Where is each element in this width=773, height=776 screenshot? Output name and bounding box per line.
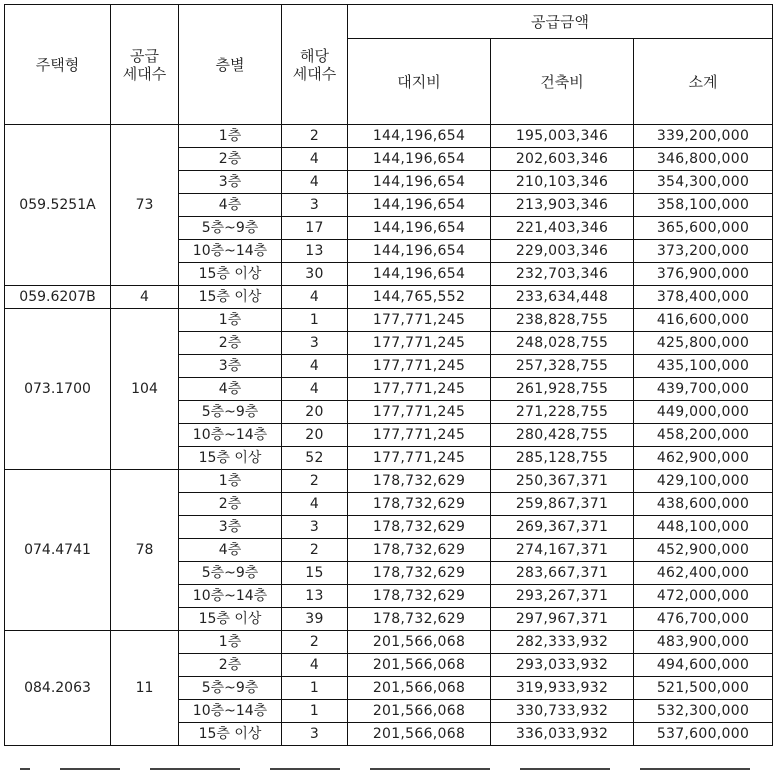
cell-building: 293,033,932	[491, 654, 634, 677]
cell-building: 330,733,932	[491, 700, 634, 723]
cell-floor: 15층 이상	[179, 263, 282, 286]
cell-building: 259,867,371	[491, 493, 634, 516]
cell-subtotal: 429,100,000	[634, 470, 773, 493]
cell-subtotal: 448,100,000	[634, 516, 773, 539]
cell-building: 238,828,755	[491, 309, 634, 332]
cell-land: 177,771,245	[348, 424, 491, 447]
cell-land: 178,732,629	[348, 470, 491, 493]
cell-land: 144,196,654	[348, 263, 491, 286]
cell-building: 248,028,755	[491, 332, 634, 355]
cell-floor: 15층 이상	[179, 286, 282, 309]
cell-floor: 1층	[179, 470, 282, 493]
cell-building: 257,328,755	[491, 355, 634, 378]
cell-type: 059.6207B	[5, 286, 111, 309]
cell-land: 144,196,654	[348, 194, 491, 217]
cell-units: 52	[282, 447, 348, 470]
cell-subtotal: 339,200,000	[634, 125, 773, 148]
cell-supply-units: 11	[111, 631, 179, 746]
cell-building: 221,403,346	[491, 217, 634, 240]
cell-land: 178,732,629	[348, 585, 491, 608]
table-row	[5, 631, 773, 654]
cell-subtotal: 376,900,000	[634, 263, 773, 286]
cell-building: 261,928,755	[491, 378, 634, 401]
cell-floor: 2층	[179, 332, 282, 355]
cell-land: 178,732,629	[348, 562, 491, 585]
cell-units: 3	[282, 516, 348, 539]
cell-building: 282,333,932	[491, 631, 634, 654]
header-subtotal: 소계	[634, 39, 773, 125]
cell-building: 274,167,371	[491, 539, 634, 562]
cell-floor: 15층 이상	[179, 723, 282, 746]
cell-building: 293,267,371	[491, 585, 634, 608]
cell-units: 3	[282, 332, 348, 355]
header-type: 주택형	[5, 5, 111, 125]
header-building: 건축비	[491, 39, 634, 125]
cell-building: 283,667,371	[491, 562, 634, 585]
cell-floor: 4층	[179, 194, 282, 217]
cell-units: 4	[282, 654, 348, 677]
cell-floor: 3층	[179, 516, 282, 539]
cell-subtotal: 476,700,000	[634, 608, 773, 631]
cell-units: 13	[282, 240, 348, 263]
cell-units: 30	[282, 263, 348, 286]
cell-units: 2	[282, 125, 348, 148]
cell-land: 201,566,068	[348, 723, 491, 746]
cell-units: 1	[282, 309, 348, 332]
cell-floor: 2층	[179, 493, 282, 516]
header-land: 대지비	[348, 39, 491, 125]
cell-units: 13	[282, 585, 348, 608]
cell-subtotal: 537,600,000	[634, 723, 773, 746]
cell-units: 2	[282, 631, 348, 654]
cell-land: 177,771,245	[348, 401, 491, 424]
cell-building: 233,634,448	[491, 286, 634, 309]
cell-subtotal: 416,600,000	[634, 309, 773, 332]
cell-units: 4	[282, 171, 348, 194]
cell-land: 144,196,654	[348, 148, 491, 171]
cell-units: 17	[282, 217, 348, 240]
cell-land: 178,732,629	[348, 539, 491, 562]
cell-floor: 10층~14층	[179, 240, 282, 263]
cell-units: 1	[282, 700, 348, 723]
header-supply-price: 공급금액	[348, 5, 773, 39]
cell-building: 213,903,346	[491, 194, 634, 217]
cell-supply-units: 73	[111, 125, 179, 286]
cell-subtotal: 373,200,000	[634, 240, 773, 263]
cell-building: 285,128,755	[491, 447, 634, 470]
cell-units: 4	[282, 148, 348, 171]
cell-floor: 1층	[179, 309, 282, 332]
cell-floor: 1층	[179, 125, 282, 148]
cell-units: 4	[282, 286, 348, 309]
cell-floor: 4층	[179, 378, 282, 401]
cell-floor: 15층 이상	[179, 447, 282, 470]
cell-subtotal: 354,300,000	[634, 171, 773, 194]
header-units: 해당 세대수	[282, 5, 348, 125]
cell-subtotal: 449,000,000	[634, 401, 773, 424]
cell-subtotal: 472,000,000	[634, 585, 773, 608]
cell-units: 3	[282, 723, 348, 746]
cell-building: 271,228,755	[491, 401, 634, 424]
cell-building: 319,933,932	[491, 677, 634, 700]
table-row	[5, 125, 773, 148]
cell-floor: 2층	[179, 654, 282, 677]
cell-building: 250,367,371	[491, 470, 634, 493]
cell-land: 201,566,068	[348, 631, 491, 654]
cell-units: 4	[282, 355, 348, 378]
cell-type: 074.4741	[5, 470, 111, 631]
cell-subtotal: 435,100,000	[634, 355, 773, 378]
cell-floor: 3층	[179, 171, 282, 194]
cell-land: 178,732,629	[348, 608, 491, 631]
cell-land: 177,771,245	[348, 332, 491, 355]
cell-subtotal: 483,900,000	[634, 631, 773, 654]
header-supply-units: 공급 세대수	[111, 5, 179, 125]
cell-land: 177,771,245	[348, 309, 491, 332]
cell-subtotal: 462,900,000	[634, 447, 773, 470]
cell-units: 20	[282, 401, 348, 424]
cell-subtotal: 462,400,000	[634, 562, 773, 585]
cell-land: 178,732,629	[348, 493, 491, 516]
cell-supply-units: 4	[111, 286, 179, 309]
cell-land: 144,765,552	[348, 286, 491, 309]
table-row	[5, 470, 773, 493]
table-row	[5, 286, 773, 309]
cell-subtotal: 358,100,000	[634, 194, 773, 217]
header-floor: 층별	[179, 5, 282, 125]
cell-floor: 1층	[179, 631, 282, 654]
table-row	[5, 309, 773, 332]
cell-units: 3	[282, 194, 348, 217]
cell-building: 232,703,346	[491, 263, 634, 286]
cell-type: 073.1700	[5, 309, 111, 470]
cell-subtotal: 365,600,000	[634, 217, 773, 240]
cell-floor: 3층	[179, 355, 282, 378]
cell-building: 336,033,932	[491, 723, 634, 746]
cell-subtotal: 494,600,000	[634, 654, 773, 677]
cell-units: 4	[282, 378, 348, 401]
cell-land: 144,196,654	[348, 240, 491, 263]
cell-land: 201,566,068	[348, 700, 491, 723]
cell-type: 059.5251A	[5, 125, 111, 286]
cell-units: 1	[282, 677, 348, 700]
cell-land: 177,771,245	[348, 355, 491, 378]
cell-building: 269,367,371	[491, 516, 634, 539]
cell-floor: 5층~9층	[179, 677, 282, 700]
cell-subtotal: 532,300,000	[634, 700, 773, 723]
cell-subtotal: 439,700,000	[634, 378, 773, 401]
cell-units: 20	[282, 424, 348, 447]
cell-subtotal: 378,400,000	[634, 286, 773, 309]
cell-building: 297,967,371	[491, 608, 634, 631]
cell-floor: 10층~14층	[179, 700, 282, 723]
supply-price-table	[4, 4, 773, 746]
cell-building: 210,103,346	[491, 171, 634, 194]
cell-units: 15	[282, 562, 348, 585]
cell-units: 2	[282, 470, 348, 493]
cell-units: 4	[282, 493, 348, 516]
cell-type: 084.2063	[5, 631, 111, 746]
cell-building: 202,603,346	[491, 148, 634, 171]
cell-subtotal: 521,500,000	[634, 677, 773, 700]
cell-subtotal: 458,200,000	[634, 424, 773, 447]
cell-units: 2	[282, 539, 348, 562]
cell-land: 177,771,245	[348, 447, 491, 470]
cell-supply-units: 104	[111, 309, 179, 470]
cell-subtotal: 452,900,000	[634, 539, 773, 562]
cell-floor: 10층~14층	[179, 424, 282, 447]
cell-land: 201,566,068	[348, 677, 491, 700]
table-body	[5, 125, 773, 746]
cell-floor: 2층	[179, 148, 282, 171]
cell-floor: 5층~9층	[179, 401, 282, 424]
cell-floor: 10층~14층	[179, 585, 282, 608]
cell-subtotal: 438,600,000	[634, 493, 773, 516]
cell-land: 144,196,654	[348, 125, 491, 148]
cell-floor: 5층~9층	[179, 562, 282, 585]
cell-building: 280,428,755	[491, 424, 634, 447]
cell-floor: 4층	[179, 539, 282, 562]
cell-building: 195,003,346	[491, 125, 634, 148]
cell-land: 144,196,654	[348, 171, 491, 194]
cell-land: 201,566,068	[348, 654, 491, 677]
cell-land: 178,732,629	[348, 516, 491, 539]
cell-subtotal: 425,800,000	[634, 332, 773, 355]
cell-units: 39	[282, 608, 348, 631]
cell-building: 229,003,346	[491, 240, 634, 263]
cell-land: 177,771,245	[348, 378, 491, 401]
cell-floor: 5층~9층	[179, 217, 282, 240]
cut-off-text-line	[20, 764, 760, 772]
cell-supply-units: 78	[111, 470, 179, 631]
cell-subtotal: 346,800,000	[634, 148, 773, 171]
cell-land: 144,196,654	[348, 217, 491, 240]
cell-floor: 15층 이상	[179, 608, 282, 631]
